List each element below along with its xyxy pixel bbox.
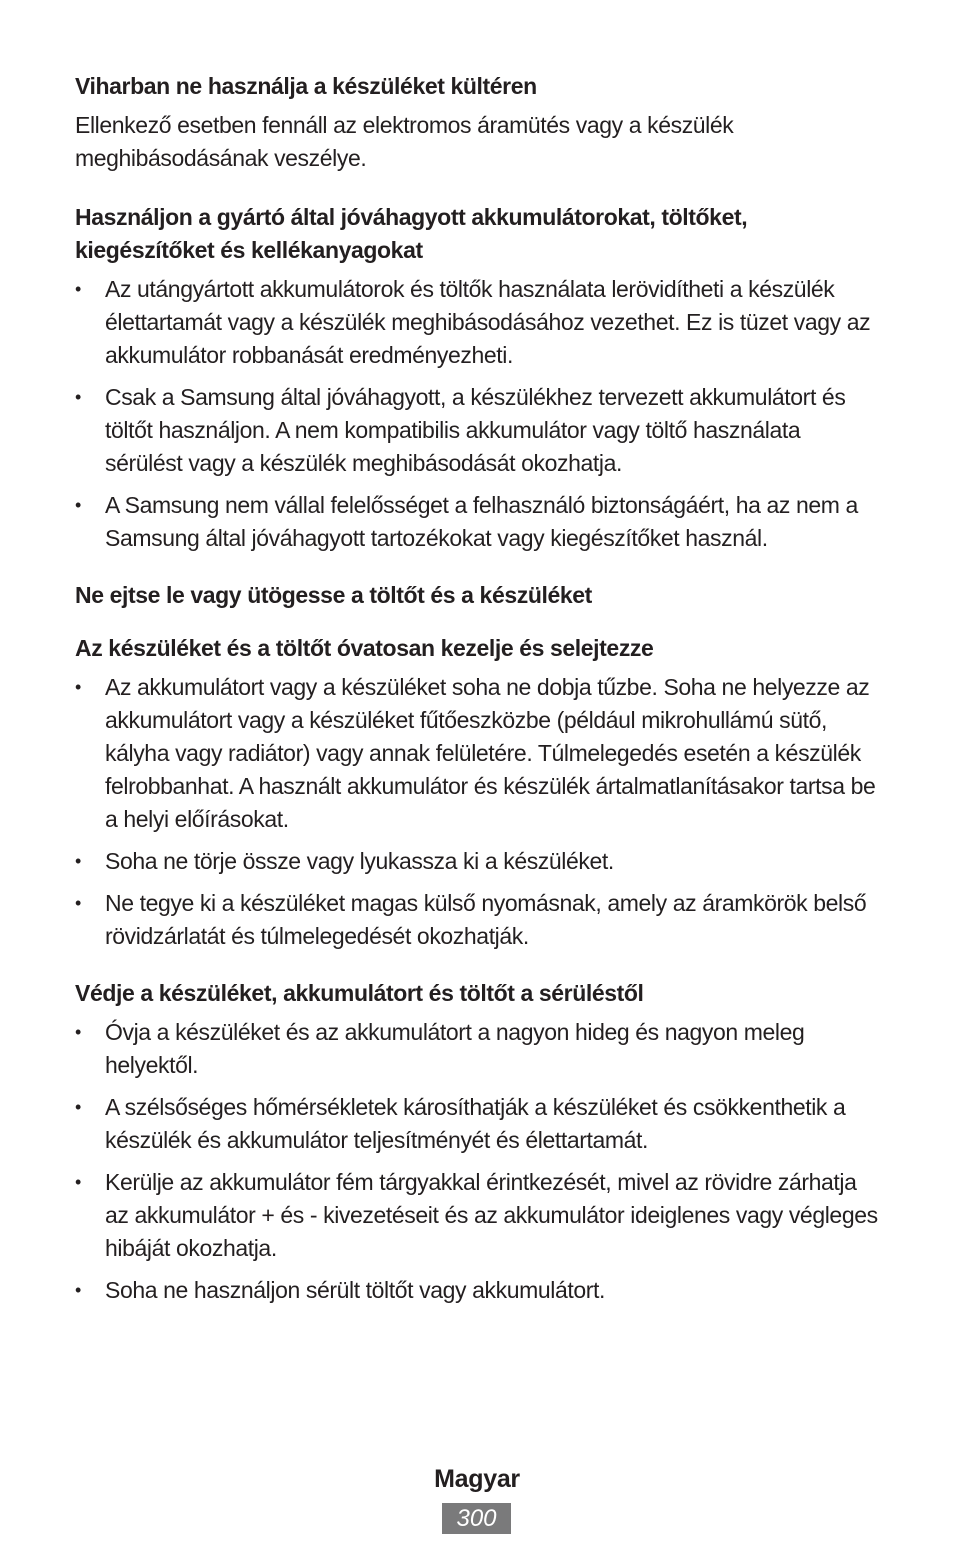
section-approved-accessories <box>75 201 880 555</box>
bullet-marker: • <box>75 1280 81 1300</box>
list-item <box>75 489 880 555</box>
bullet-marker: • <box>75 387 81 407</box>
list-item-text: Soha ne törje össze vagy lyukassza ki a készüléket. <box>105 848 614 874</box>
section-drop <box>75 579 880 612</box>
page-number: 300 <box>442 1503 511 1534</box>
list-item <box>75 887 880 953</box>
list-item <box>75 381 880 480</box>
list-item-text: A szélsőséges hőmérsékletek károsíthatják a készüléket és csökkenthetik a készülék és akkumulátor teljesítményét és élettartamát. <box>105 1094 846 1153</box>
bullet-marker: • <box>75 677 81 697</box>
bullet-marker: • <box>75 1097 81 1117</box>
list-item-text: A Samsung nem vállal felelősséget a felhasználó biztonságáért, ha az nem a Samsung által jóváhagyott tartozékokat vagy kiegészítőket használ. <box>105 492 858 551</box>
section-handle-dispose <box>75 632 880 953</box>
section-heading: Védje a készüléket, akkumulátort és töltőt a sérüléstől <box>75 980 644 1006</box>
list-item <box>75 1016 880 1082</box>
list-item <box>75 273 880 372</box>
bullet-list <box>75 273 880 555</box>
bullet-marker: • <box>75 279 81 299</box>
list-item-text: Az akkumulátort vagy a készüléket soha ne dobja tűzbe. Soha ne helyezze az akkumulátort vagy a készüléket fűtőeszközbe (például mikrohullámú sütő, kályha vagy radiátor) vagy annak felületére. Túlmelegedés esetén a készülék felrobbanhat. A használt akkumulátor és készülék ártalmatlanításakor tartsa be a helyi előírásokat. <box>105 674 876 832</box>
bullet-marker: • <box>75 893 81 913</box>
section-heading: Használjon a gyártó által jóváhagyott akkumulátorokat, töltőket, kiegészítőket és kellékanyagokat <box>75 204 748 263</box>
section-storm <box>75 70 880 175</box>
bullet-marker: • <box>75 851 81 871</box>
list-item-text: Óvja a készüléket és az akkumulátort a nagyon hideg és nagyon meleg helyektől. <box>105 1019 805 1078</box>
list-item <box>75 1166 880 1265</box>
footer-language: Magyar <box>434 1465 520 1493</box>
bullet-list <box>75 671 880 953</box>
section-heading: Viharban ne használja a készüléket kültéren <box>75 73 537 99</box>
list-item <box>75 1091 880 1157</box>
list-item-text: Ne tegye ki a készüléket magas külső nyomásnak, amely az áramkörök belső rövidzárlatát és túlmelegedését okozhatják. <box>105 890 867 949</box>
list-item <box>75 845 880 878</box>
list-item-text: Kerülje az akkumulátor fém tárgyakkal érintkezését, mivel az rövidre zárhatja az akkumulátor + és - kivezetéseit és az akkumulátor ideiglenes vagy végleges hibáját okozhatja. <box>105 1169 878 1261</box>
list-item <box>75 1274 880 1307</box>
bullet-marker: • <box>75 495 81 515</box>
bullet-marker: • <box>75 1022 81 1042</box>
list-item <box>75 671 880 836</box>
list-item-text: Csak a Samsung által jóváhagyott, a készülékhez tervezett akkumulátort és töltőt használjon. A nem kompatibilis akkumulátor vagy töltő használata sérülést vagy a készülék meghibásodását okozhatja. <box>105 384 846 476</box>
bullet-marker: • <box>75 1172 81 1192</box>
document-body <box>75 70 880 1316</box>
section-protect <box>75 977 880 1307</box>
section-paragraph: Ellenkező esetben fennáll az elektromos áramütés vagy a készülék meghibásodásának veszélye. <box>75 112 734 171</box>
section-heading: Ne ejtse le vagy ütögesse a töltőt és a készüléket <box>75 582 592 608</box>
section-heading: Az készüléket és a töltőt óvatosan kezelje és selejtezze <box>75 635 654 661</box>
list-item-text: Az utángyártott akkumulátorok és töltők használata lerövidítheti a készülék élettartamát vagy a készülék meghibásodásához vezethet. Ez is tüzet vagy az akkumulátor robbanását eredményezheti. <box>105 276 871 368</box>
bullet-list <box>75 1016 880 1307</box>
list-item-text: Soha ne használjon sérült töltőt vagy akkumulátort. <box>105 1277 605 1303</box>
